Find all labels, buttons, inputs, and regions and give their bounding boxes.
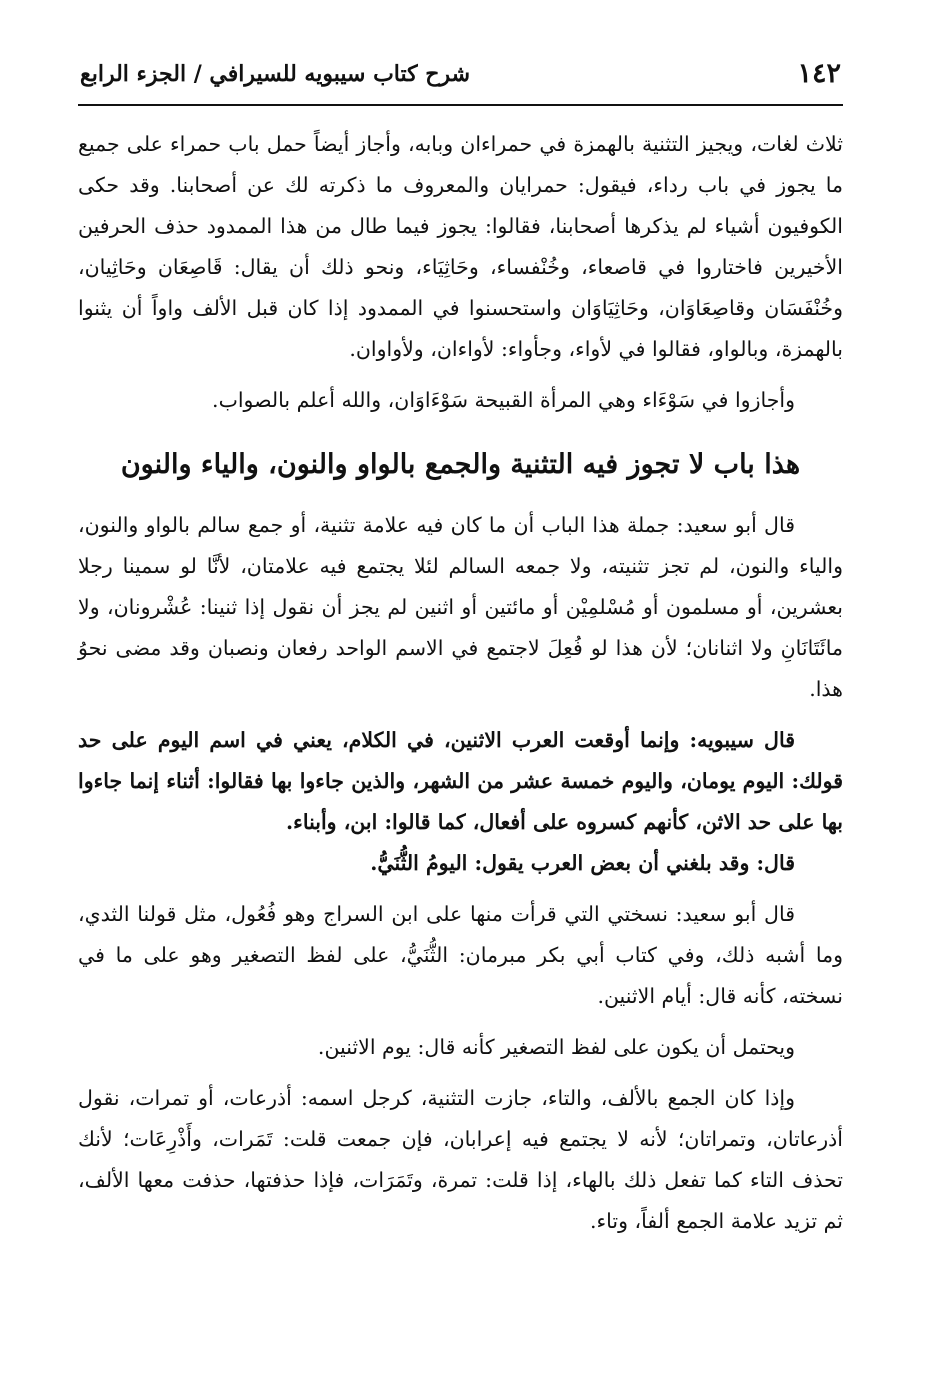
document-page: [78, 52, 843, 1352]
body-text: [78, 124, 843, 1242]
paragraph: قال أبو سعيد: نسختي التي قرأت منها على ابن السراج وهو فُعُول، مثل قولنا الثدي، وما أشبه ذلك، وفي كتاب أبي بكر مبرمان: الثُّنَيُّ، على لفظ التصغير وهو على ما في نسخته، كأنه قال: أيام الاثنين.: [78, 902, 843, 1008]
paragraph: ثلاث لغات، ويجيز التثنية بالهمزة في حمراءان وبابه، وأجاز أيضاً حمل باب حمراء على جميع ما يجوز في باب رداء، فيقول: حمرايان والمعروف ما ذكرته لك عن أصحابنا. وقد حكى الكوفيون أشياء لم يذكرها أصحابنا، فقالوا: يجوز فيما طال من هذا الممدود حذف الحرفين الأخيرين فاختاروا في قاصعاء، وخُنْفساء، وحَاثِيَاء، ونحو ذلك أن يقال: قَاصِعَان وحَاثِيان، وخُنْفَسَان وقاصِعَاوَان، وحَاثِيَاوَان واستحسنوا في الممدود إذا كان قبل الألف واواً أن يثنوا بالهمزة، وبالواو، فقالوا في لأواء، وجأواء: لأواءان، ولأواوان.: [78, 132, 843, 361]
running-header: [78, 52, 843, 106]
paragraph: قال أبو سعيد: جملة هذا الباب أن ما كان فيه علامة تثنية، أو جمع سالم بالواو والنون، والياء والنون، لم تجز تثنيته، ولا جمعه السالم لئلا يجتمع فيه علامتان، لأنَّا لو سمينا رجلا بعشرين، أو مسلمون أو مُسْلمِيْن أو مائتين أو اثنين لم يجز أن نقول إذا ثنينا: عُشْرونان، ولا مائَتَانَانِ ولا اثنانان؛ لأن هذا لو فُعِلَ لاجتمع في الاسم الواحد رفعان ونصبان وقد مضى نحوُ هذا.: [78, 513, 843, 701]
paragraph: وأجازوا في سَوْءَاء وهي المرأة القبيحة سَوْءَاوَان، والله أعلم بالصواب.: [212, 388, 795, 412]
page-number: ١٤٢: [797, 58, 841, 89]
book-title: شرح كتاب سيبويه للسيرافي / الجزء الرابع: [80, 61, 471, 87]
sibawayh-quote: قال: وقد بلغني أن بعض العرب يقول: اليومُ الثُّنَيُّ.: [370, 851, 795, 875]
paragraph: وإذا كان الجمع بالألف، والتاء، جازت التثنية، كرجل اسمه: أذرعات، أو تمرات، نقول أذرعاتان، وتمراتان؛ لأنه لا يجتمع فيه إعرابان، فإن جمعت قلت: تَمَرات، وأَذْرِعَات؛ لأنك تحذف التاء كما تفعل ذلك بالهاء، إذا قلت: تمرة، وتَمَرَات، فإذا حذفتها، حذفت معها الألف، ثم تزيد علامة الجمع ألفاً، وتاء.: [78, 1086, 843, 1233]
paragraph: ويحتمل أن يكون على لفظ التصغير كأنه قال: يوم الاثنين.: [317, 1035, 795, 1059]
chapter-heading: هذا باب لا تجوز فيه التثنية والجمع بالواو والنون، والياء والنون: [120, 449, 801, 480]
sibawayh-quote: قال سيبويه: وإنما أوقعت العرب الاثنين، في الكلام، يعني في اسم اليوم على حد قولك: اليوم يومان، واليوم خمسة عشر من الشهر، والذين جاءوا بها فقالوا: أثناء إنما جاءوا بها على حد الاثن، كأنهم كسروه على أفعال، كما قالوا: ابن، وأبناء.: [78, 728, 843, 834]
